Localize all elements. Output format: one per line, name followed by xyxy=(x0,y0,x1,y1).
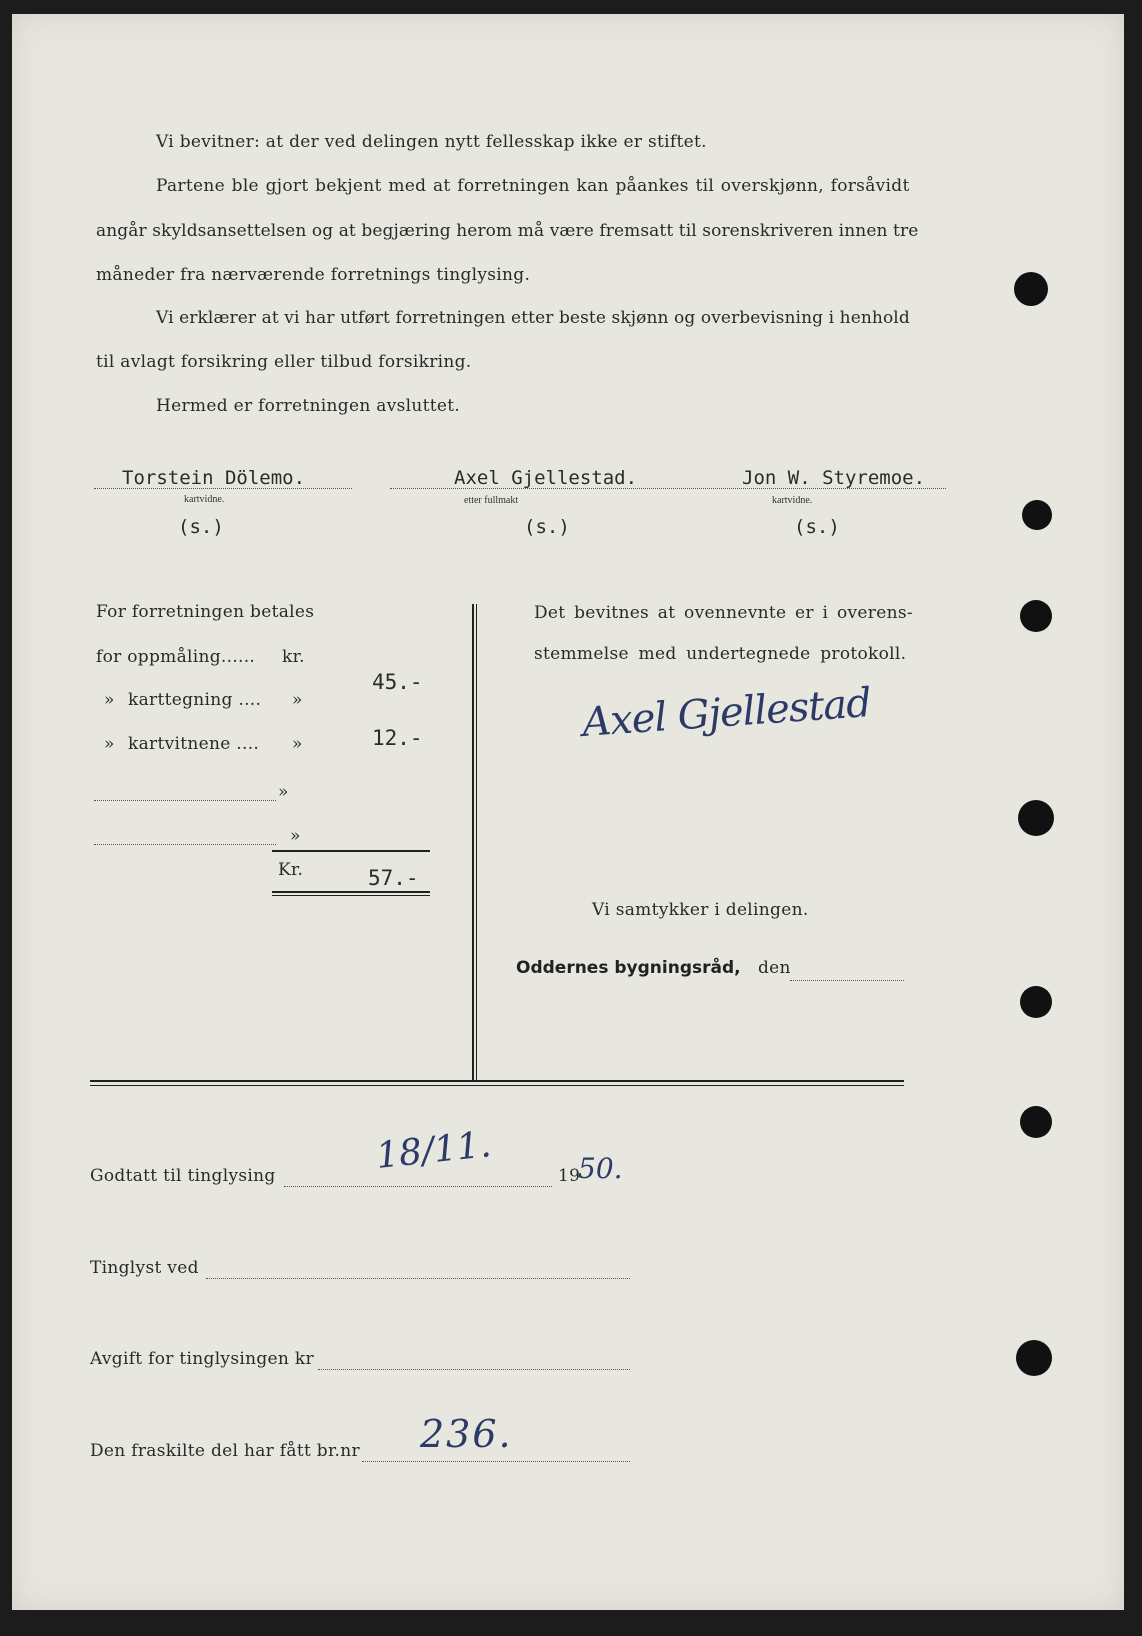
vertical-divider xyxy=(476,604,477,1080)
cost-label-witnesses: kartvitnene .... xyxy=(128,734,260,754)
cost-unit-mapping: » xyxy=(292,690,303,710)
total-rule xyxy=(272,895,430,896)
appeal-line-2: angår skyldsansettelsen og at begjæring herom må være fremsatt til sorenskriveren innen tre xyxy=(96,221,919,241)
section-rule xyxy=(90,1080,904,1082)
council-date-line xyxy=(790,966,904,981)
document-page xyxy=(12,14,1124,1610)
year-prefix: 19 xyxy=(558,1166,581,1186)
registered-label: Tinglyst ved xyxy=(90,1258,199,1278)
cost-quote: » xyxy=(104,690,115,710)
punch-hole xyxy=(1020,1106,1052,1138)
costs-heading: For forretningen betales xyxy=(96,602,315,622)
punch-hole xyxy=(1018,800,1054,836)
punch-hole xyxy=(1020,986,1052,1018)
signature-mark-3: (s.) xyxy=(794,516,840,538)
cost-label-surveying: for oppmåling...... xyxy=(96,647,256,667)
signature-role-1: kartvidne. xyxy=(184,494,225,505)
approved-label: Godtatt til tinglysing xyxy=(90,1166,276,1186)
brnr-label: Den fraskilte del har fått br.nr xyxy=(90,1441,360,1461)
total-label: Kr. xyxy=(278,860,304,880)
certification-line-2: stemmelse med undertegnede protokoll. xyxy=(534,644,907,664)
cost-unit-witnesses: » xyxy=(292,734,303,754)
appeal-line-3: måneder fra nærværende forretnings tinglysing. xyxy=(96,265,531,285)
total-rule xyxy=(272,891,430,893)
approved-date-line xyxy=(284,1176,552,1187)
council-den: den xyxy=(758,958,791,978)
total-value: 57.- xyxy=(368,866,419,890)
fee-label: Avgift for tinglysingen kr xyxy=(90,1349,314,1369)
consent-text: Vi samtykker i delingen. xyxy=(592,900,809,920)
brnr-value: 236. xyxy=(420,1412,513,1456)
certification-line-1: Det bevitnes at ovennevnte er i overens- xyxy=(534,603,913,623)
oath-line-2: til avlagt forsikring eller tilbud forsikring. xyxy=(96,352,472,372)
handwritten-signature: Axel Gjellestad xyxy=(580,679,873,747)
cost-unit-surveying: kr. xyxy=(282,647,305,667)
vertical-divider xyxy=(472,604,474,1080)
punch-hole xyxy=(1022,500,1052,530)
cost-blank-line-2 xyxy=(94,834,276,845)
cost-quote: » xyxy=(104,734,115,754)
declaration-line: Vi bevitner: at der ved delingen nytt fellesskap ikke er stiftet. xyxy=(156,132,707,152)
signature-role-3: kartvidne. xyxy=(772,495,813,506)
cost-blank-unit-1: » xyxy=(278,782,289,802)
registered-line xyxy=(206,1268,630,1279)
sum-rule xyxy=(272,850,430,852)
punch-hole xyxy=(1020,600,1052,632)
cost-blank-unit-2: » xyxy=(290,826,301,846)
punch-hole xyxy=(1014,272,1048,306)
signature-name-3: Jon W. Styremoe. xyxy=(742,467,926,489)
cost-value-witnesses: 12.- xyxy=(372,726,423,750)
cost-blank-line-1 xyxy=(94,790,276,801)
appeal-line-1: Partene ble gjort bekjent med at forretningen kan påankes til overskjønn, forsåvidt xyxy=(156,176,910,196)
signature-name-2: Axel Gjellestad. xyxy=(454,467,638,489)
cost-label-mapping: karttegning .... xyxy=(128,690,262,710)
approved-date: 18/11. xyxy=(374,1124,494,1177)
fee-line xyxy=(318,1359,630,1370)
council-label: Oddernes bygningsråd, xyxy=(516,958,741,978)
section-rule xyxy=(90,1085,904,1086)
signature-mark-2: (s.) xyxy=(524,516,570,538)
cost-value-mapping: 45.- xyxy=(372,670,423,694)
year-suffix: 50. xyxy=(578,1152,623,1185)
closing-line: Hermed er forretningen avsluttet. xyxy=(156,396,461,416)
signature-mark-1: (s.) xyxy=(178,516,224,538)
punch-hole xyxy=(1016,1340,1052,1376)
oath-line-1: Vi erklærer at vi har utført forretningen etter beste skjønn og overbevisning i henhold xyxy=(156,308,910,328)
signature-role-2: etter fullmakt xyxy=(464,495,519,506)
signature-name-1: Torstein Dölemo. xyxy=(122,467,306,489)
